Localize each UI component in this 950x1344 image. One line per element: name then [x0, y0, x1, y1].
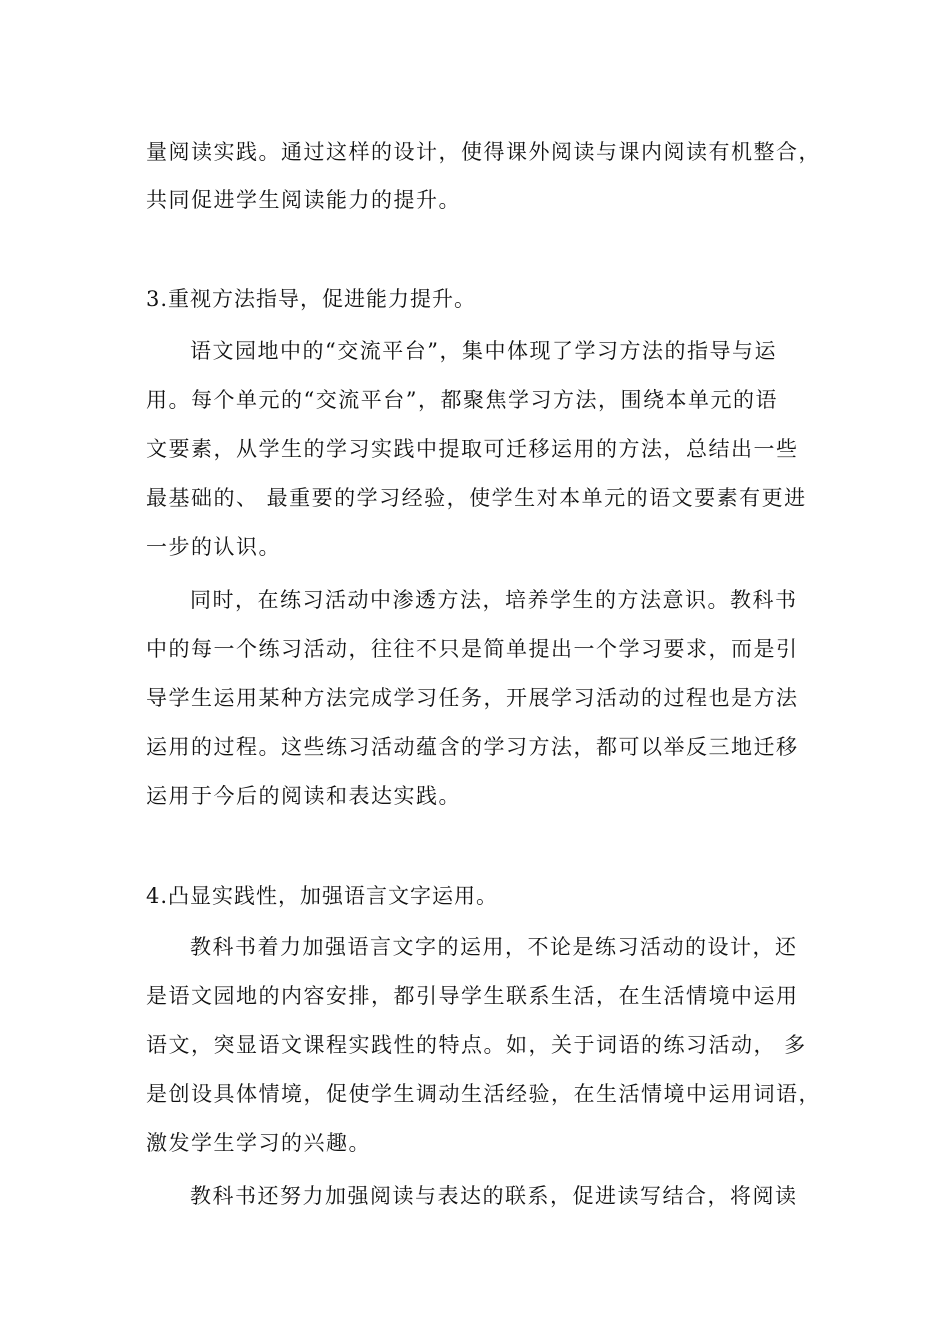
paragraph-line: 语文园地中的“交流平台”，集中体现了学习方法的指导与运 — [190, 339, 777, 363]
section-heading: 3.重视方法指导，促进能力提升。 — [146, 287, 477, 311]
paragraph-line: 激发学生学习的兴趣。 — [146, 1131, 371, 1155]
paragraph-line: 教科书着力加强语言文字的运用，不论是练习活动的设计，还 — [190, 935, 798, 959]
paragraph-line: 是语文园地的内容安排，都引导学生联系生活，在生活情境中运用 — [146, 984, 799, 1008]
paragraph-line: 文要素，从学生的学习实践中提取可迁移运用的方法，总结出一些 — [146, 437, 799, 461]
paragraph-line: 同时，在练习活动中渗透方法，培养学生的方法意识。教科书 — [190, 588, 798, 612]
paragraph-line: 是创设具体情境，促使学生调动生活经验，在生活情境中运用词语， — [146, 1082, 821, 1106]
paragraph-line: 中的每一个练习活动，往往不只是简单提出一个学习要求，而是引 — [146, 637, 799, 661]
paragraph-line: 导学生运用某种方法完成学习任务，开展学习活动的过程也是方法 — [146, 686, 799, 710]
section-heading: 4.凸显实践性，加强语言文字运用。 — [146, 884, 499, 908]
paragraph-line: 用。每个单元的“交流平台”，都聚焦学习方法，围绕本单元的语 — [146, 388, 778, 412]
paragraph-line: 运用于今后的阅读和表达实践。 — [146, 784, 461, 808]
paragraph-line: 运用的过程。这些练习活动蕴含的学习方法，都可以举反三地迁移 — [146, 735, 799, 759]
paragraph-line: 教科书还努力加强阅读与表达的联系，促进读写结合，将阅读 — [190, 1184, 798, 1208]
paragraph-line: 语文，突显语文课程实践性的特点。如，关于词语的练习活动， 多 — [146, 1033, 807, 1057]
paragraph-line: 一步的认识。 — [146, 535, 281, 559]
text-line: 共同促进学生阅读能力的提升。 — [146, 188, 461, 212]
text-line: 量阅读实践。通过这样的设计，使得课外阅读与课内阅读有机整合， — [146, 140, 821, 164]
paragraph-line: 最基础的、 最重要的学习经验，使学生对本单元的语文要素有更进 — [146, 486, 807, 510]
